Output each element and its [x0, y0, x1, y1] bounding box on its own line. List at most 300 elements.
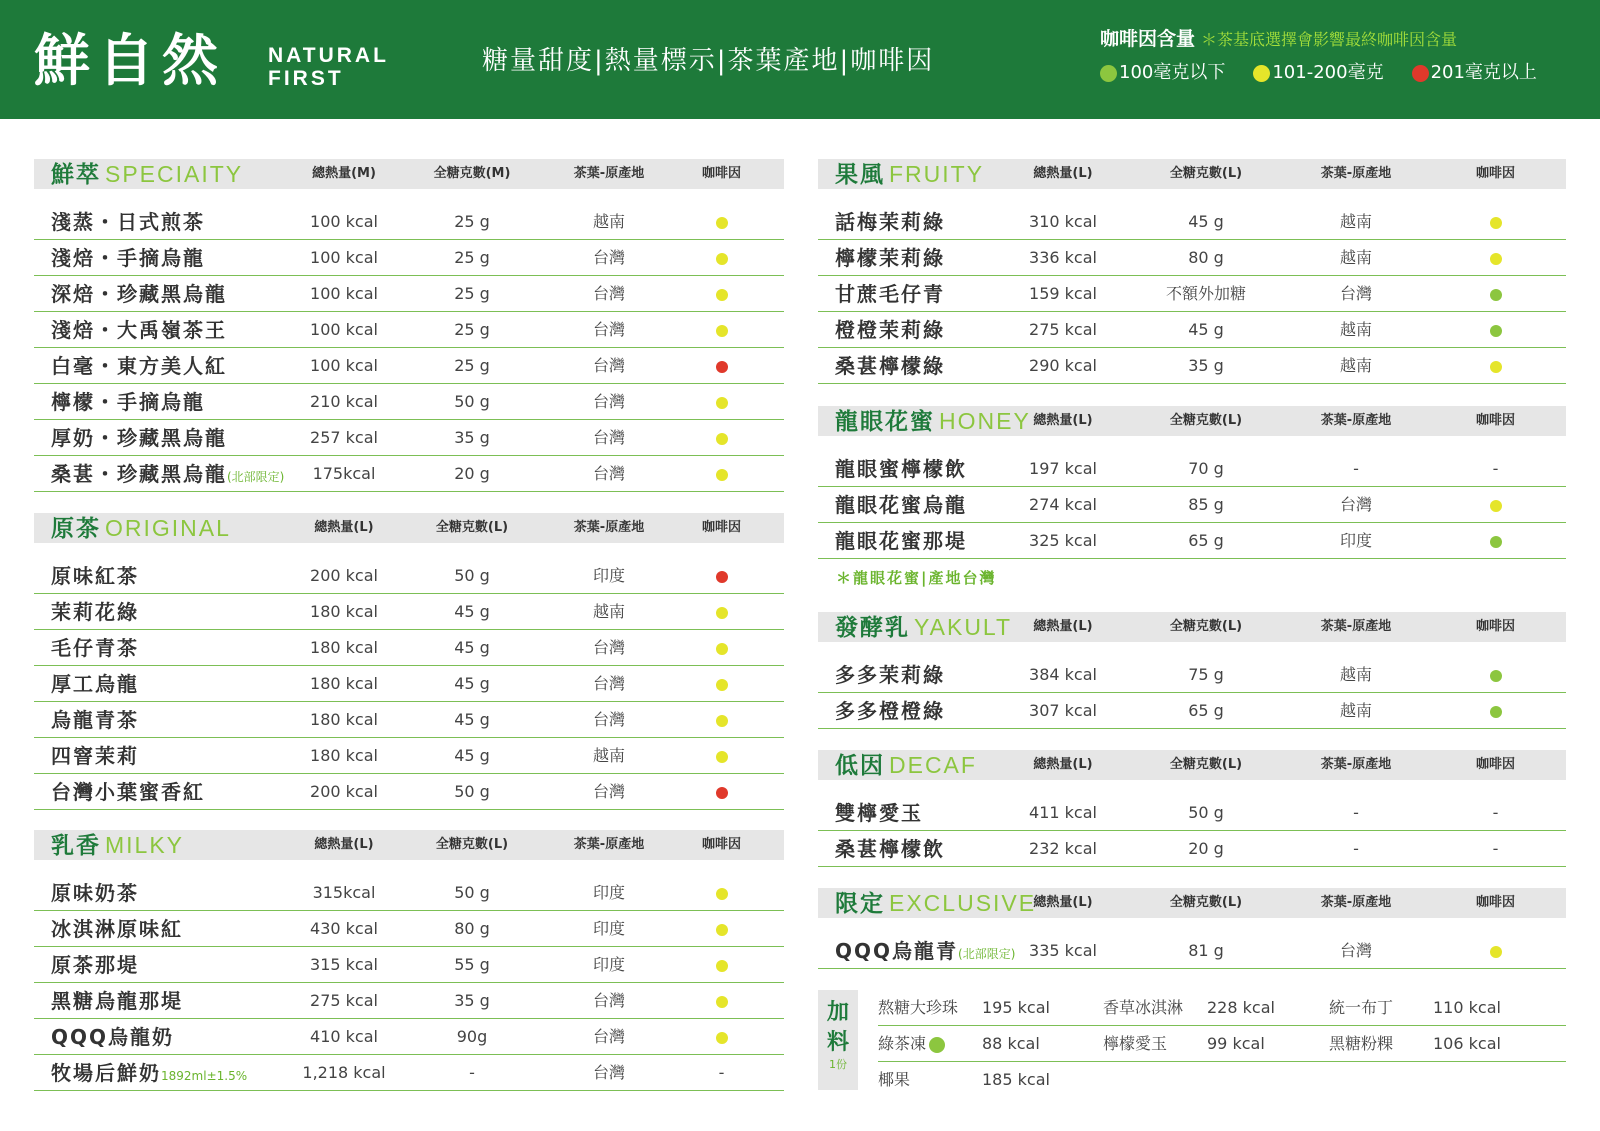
header-origin: 茶葉-原產地: [1320, 166, 1392, 181]
sugar-value: 20 g: [1188, 839, 1224, 858]
caffeine-cell: [1458, 240, 1533, 276]
caffeine-cell: [684, 558, 759, 594]
header-origin: 茶葉-原產地: [573, 166, 645, 181]
caffeine-dot-icon: [716, 643, 728, 655]
section-title-en: YAKULT: [914, 613, 1013, 640]
sugar-value: -: [469, 1063, 475, 1082]
table-row: [818, 795, 1566, 831]
topping-calories: 185 kcal: [982, 1070, 1050, 1089]
calories-value: 257 kcal: [310, 428, 378, 447]
header-sugar: 全糖克數(L): [1169, 413, 1243, 428]
origin-value: 台灣: [592, 428, 625, 447]
caffeine-dot-icon: [716, 325, 728, 337]
table-row: [818, 204, 1566, 240]
section-title-zh: 發酵乳: [835, 614, 910, 641]
origin-value: 台灣: [592, 1027, 625, 1046]
section-title-en: MILKY: [105, 831, 185, 858]
section-title-en: FRUITY: [889, 160, 985, 187]
table-row: [818, 933, 1566, 969]
drink-name: [51, 947, 139, 983]
calories-value: 100 kcal: [310, 356, 378, 375]
section-rows: [34, 558, 784, 810]
section-title-en: ORIGINAL: [105, 514, 231, 541]
header-calories: 總熱量(L): [1033, 413, 1093, 428]
caffeine-cell: [684, 420, 759, 456]
sugar-value: 25 g: [454, 212, 490, 231]
caffeine-cell: [1458, 312, 1533, 348]
header-calories: 總熱量(L): [314, 837, 374, 852]
drink-name-text: 檸檬・手摘烏龍: [51, 390, 205, 414]
sugar-value: 25 g: [454, 356, 490, 375]
section-rows: [818, 795, 1566, 867]
origin-value: 印度: [592, 955, 625, 974]
header-caffeine: 咖啡因: [1475, 166, 1515, 181]
toppings-row: [878, 1062, 1566, 1098]
caffeine-cell: [1458, 348, 1533, 384]
topping-name: [878, 1062, 910, 1098]
caffeine-dot-icon: [1490, 325, 1502, 337]
header-sugar: 全糖克數(L): [1169, 166, 1243, 181]
caffeine-cell: [684, 312, 759, 348]
toppings-row: [878, 990, 1566, 1026]
legend-title: [1100, 26, 1590, 53]
section-rows: [818, 204, 1566, 384]
header-caffeine: 咖啡因: [1475, 619, 1515, 634]
calories-value: 200 kcal: [310, 566, 378, 585]
calories-value: 175kcal: [312, 464, 376, 483]
section-title: [34, 830, 184, 861]
section-milky: [34, 830, 784, 1091]
sugar-value: 25 g: [454, 320, 490, 339]
sugar-value: 55 g: [454, 955, 490, 974]
drink-name-text: 龍眼花蜜烏龍: [835, 493, 967, 517]
section-title-zh: 限定: [835, 890, 885, 917]
calories-value: 411 kcal: [1029, 803, 1097, 822]
section-title-zh: 原茶: [51, 515, 101, 542]
drink-name-text: 深焙・珍藏黑烏龍: [51, 282, 227, 306]
section-title: [818, 159, 984, 190]
table-row: [34, 204, 784, 240]
caffeine-cell: [1458, 693, 1533, 729]
topping-calories: 110 kcal: [1433, 998, 1501, 1017]
drink-name: [835, 657, 945, 693]
drink-name-text: 桑葚檸檬綠: [835, 354, 945, 378]
section-title-zh: 乳香: [51, 832, 101, 859]
section-title-en: SPECIAITY: [105, 160, 244, 187]
legend-item: [1253, 61, 1383, 85]
header-caffeine: 咖啡因: [1475, 413, 1515, 428]
calories-value: 275 kcal: [310, 991, 378, 1010]
drink-name: [835, 693, 945, 729]
drink-name: [51, 666, 139, 702]
drink-name-text: 冰淇淋原味紅: [51, 917, 183, 941]
section-title: [34, 513, 231, 544]
origin-value: 台灣: [1339, 284, 1372, 303]
header-origin: 茶葉-原產地: [1320, 895, 1392, 910]
section-original: [34, 513, 784, 810]
caffeine-cell: -: [1492, 459, 1499, 478]
origin-value: 台灣: [592, 710, 625, 729]
drink-name-text: QQQ烏龍青: [835, 939, 959, 963]
topping-name-text: 檸檬愛玉: [1103, 1034, 1168, 1053]
calories-value: 307 kcal: [1029, 701, 1097, 720]
caffeine-dot-icon: [1490, 289, 1502, 301]
sugar-value: 90g: [456, 1027, 488, 1046]
sugar-value: 50 g: [454, 883, 490, 902]
sugar-value: 35 g: [1188, 356, 1224, 375]
sugar-value: 35 g: [454, 991, 490, 1010]
caffeine-dot-icon: [716, 607, 728, 619]
drink-name: [835, 204, 945, 240]
origin-value: -: [1353, 459, 1359, 478]
caffeine-cell: [1458, 487, 1533, 523]
sugar-value: 50 g: [454, 782, 490, 801]
table-row: [34, 911, 784, 947]
topping-name: [1103, 990, 1183, 1026]
topping-name-text: 香草冰淇淋: [1103, 998, 1184, 1017]
caffeine-dot-icon: [716, 217, 728, 229]
caffeine-cell: -: [1492, 803, 1499, 822]
sugar-value: 45 g: [454, 674, 490, 693]
calories-value: 290 kcal: [1029, 356, 1097, 375]
section-title: [818, 888, 1036, 919]
toppings-label-char-2: 料: [826, 1030, 849, 1055]
header-origin: 茶葉-原產地: [1320, 413, 1392, 428]
section-fruity: [818, 159, 1566, 384]
topping-name-text: 綠茶凍: [878, 1034, 927, 1053]
caffeine-dot-icon: [716, 397, 728, 409]
drink-name-text: 淺焙・手摘烏龍: [51, 246, 205, 270]
calories-value: 197 kcal: [1029, 459, 1097, 478]
table-row: [34, 420, 784, 456]
brand-logo-english-line2: FIRST: [268, 67, 344, 90]
caffeine-cell: [684, 911, 759, 947]
header-sugar: 全糖克數(M): [433, 166, 511, 181]
caffeine-cell: [1458, 657, 1533, 693]
drink-name-text: 厚奶・珍藏黑烏龍: [51, 426, 227, 450]
calories-value: 210 kcal: [310, 392, 378, 411]
section-title-en: HONEY: [939, 407, 1031, 434]
drink-name: [51, 774, 205, 810]
header-caffeine: 咖啡因: [701, 166, 741, 181]
caffeine-cell: [684, 774, 759, 810]
caffeine-cell: [684, 666, 759, 702]
origin-value: 越南: [592, 746, 625, 765]
sugar-value: 65 g: [1188, 701, 1224, 720]
origin-value: 台灣: [592, 991, 625, 1010]
drink-name: [51, 594, 139, 630]
legend-item: [1100, 61, 1225, 85]
header-sugar: 全糖克數(L): [1169, 757, 1243, 772]
caffeine-dot-icon: [1412, 65, 1429, 82]
drink-name: [835, 831, 945, 867]
sugar-value: 81 g: [1188, 941, 1224, 960]
calories-value: 274 kcal: [1029, 495, 1097, 514]
sugar-value: 50 g: [1188, 803, 1224, 822]
drink-name: [835, 523, 967, 559]
toppings-label-char-1: 加: [826, 1000, 849, 1025]
drink-name: [51, 276, 227, 312]
brand-logo-english-line1: NATURAL: [268, 44, 389, 67]
drink-name: [51, 738, 139, 774]
drink-name: [51, 1055, 247, 1094]
topping-name-text: 黑糖粉粿: [1329, 1034, 1394, 1053]
table-row: [34, 702, 784, 738]
legend-label: 100毫克以下: [1119, 62, 1226, 83]
header-origin: 茶葉-原產地: [573, 837, 645, 852]
calories-value: 315kcal: [312, 883, 376, 902]
section-rows: [818, 933, 1566, 969]
drink-name-note: (北部限定): [958, 947, 1016, 961]
table-row: [34, 348, 784, 384]
calories-value: 200 kcal: [310, 782, 378, 801]
calories-value: 100 kcal: [310, 284, 378, 303]
origin-value: 台灣: [592, 674, 625, 693]
drink-name-text: 雙檸愛玉: [835, 801, 923, 825]
caffeine-dot-icon: [716, 1032, 728, 1044]
sugar-value: 50 g: [454, 392, 490, 411]
caffeine-cell: [1458, 204, 1533, 240]
caffeine-cell: [1458, 933, 1533, 969]
caffeine-dot-icon: [716, 787, 728, 799]
drink-name-text: 原味奶茶: [51, 881, 139, 905]
drink-name-text: 檸檬茉莉綠: [835, 246, 945, 270]
origin-value: -: [1353, 839, 1359, 858]
table-row: [34, 1055, 784, 1091]
origin-value: 越南: [1339, 701, 1372, 720]
sugar-value: 45 g: [454, 602, 490, 621]
drink-name: [51, 312, 227, 348]
header-origin: 茶葉-原產地: [1320, 757, 1392, 772]
caffeine-dot-icon: [716, 289, 728, 301]
drink-name: [835, 240, 945, 276]
toppings-per-serving: 1份: [829, 1058, 847, 1071]
section-rows: [34, 204, 784, 492]
caffeine-cell: [684, 240, 759, 276]
table-row: [34, 594, 784, 630]
calories-value: 335 kcal: [1029, 941, 1097, 960]
page-title: 糖量甜度|熱量標示|茶葉產地|咖啡因: [482, 46, 935, 76]
origin-value: 台灣: [592, 464, 625, 483]
section-title-en: DECAF: [889, 751, 977, 778]
table-row: [34, 666, 784, 702]
caffeine-dot-icon: [716, 253, 728, 265]
header-origin: 茶葉-原產地: [1320, 619, 1392, 634]
sugar-value: 45 g: [454, 710, 490, 729]
legend-label: 101-200毫克: [1272, 62, 1384, 83]
drink-name-text: 龍眼蜜檸檬飲: [835, 457, 967, 481]
caffeine-cell: [684, 983, 759, 1019]
origin-value: 台灣: [592, 1063, 625, 1082]
section-header: [818, 750, 1566, 780]
sugar-value: 50 g: [454, 566, 490, 585]
drink-name: [835, 933, 1015, 972]
topping-name: [878, 990, 958, 1026]
drink-name: [835, 276, 945, 312]
header-caffeine: 咖啡因: [701, 520, 741, 535]
caffeine-dot-icon: [1490, 670, 1502, 682]
drink-name-text: 毛仔青茶: [51, 636, 139, 660]
sugar-value: 80 g: [1188, 248, 1224, 267]
calories-value: 180 kcal: [310, 674, 378, 693]
drink-name: [51, 384, 205, 420]
caffeine-cell: [684, 594, 759, 630]
drink-name-text: 桑葚・珍藏黑烏龍: [51, 462, 227, 486]
drink-name: [835, 795, 923, 831]
origin-value: 台灣: [592, 356, 625, 375]
caffeine-cell: [684, 947, 759, 983]
header-bar: [0, 0, 1600, 119]
section-header: [818, 159, 1566, 189]
table-row: [34, 558, 784, 594]
drink-name-text: 桑葚檸檬飲: [835, 837, 945, 861]
table-row: [34, 276, 784, 312]
drink-name-note: 1892ml±1.5%: [161, 1069, 248, 1083]
sugar-value: 45 g: [454, 746, 490, 765]
calories-value: 232 kcal: [1029, 839, 1097, 858]
calories-value: 315 kcal: [310, 955, 378, 974]
section-title: [818, 612, 1012, 643]
section-title-zh: 鮮萃: [51, 161, 101, 188]
caffeine-cell: [684, 384, 759, 420]
calories-value: 410 kcal: [310, 1027, 378, 1046]
honey-origin-note: ＊龍眼花蜜|產地台灣: [836, 569, 997, 587]
section-header: [818, 406, 1566, 436]
legend-items: [1100, 61, 1590, 85]
drink-name-text: 烏龍青茶: [51, 708, 139, 732]
caffeine-cell: [684, 204, 759, 240]
topping-calories: 195 kcal: [982, 998, 1050, 1017]
table-row: [818, 487, 1566, 523]
drink-name: [51, 240, 205, 276]
origin-value: 印度: [592, 883, 625, 902]
calories-value: 430 kcal: [310, 919, 378, 938]
caffeine-dot-icon: [716, 715, 728, 727]
caffeine-cell: [684, 738, 759, 774]
section-specialty: [34, 159, 784, 492]
calories-value: 180 kcal: [310, 638, 378, 657]
header-caffeine: 咖啡因: [1475, 895, 1515, 910]
drink-name-text: 淺蒸・日式煎茶: [51, 210, 205, 234]
caffeine-dot-icon: [1100, 65, 1117, 82]
sugar-value: 45 g: [1188, 320, 1224, 339]
legend-item: [1412, 61, 1537, 85]
drink-name: [835, 348, 945, 384]
drink-name-text: 原茶那堤: [51, 953, 139, 977]
drink-name: [51, 1019, 174, 1055]
topping-calories: 99 kcal: [1207, 1034, 1265, 1053]
drink-name-text: 原味紅茶: [51, 564, 139, 588]
calories-value: 336 kcal: [1029, 248, 1097, 267]
table-row: [818, 657, 1566, 693]
header-sugar: 全糖克數(L): [1169, 619, 1243, 634]
table-row: [818, 523, 1566, 559]
table-row: [34, 774, 784, 810]
drink-name-text: 厚工烏龍: [51, 672, 139, 696]
section-rows: [818, 657, 1566, 729]
drink-name-text: 四窨茉莉: [51, 744, 139, 768]
origin-value: 印度: [1339, 531, 1372, 550]
drink-name: [51, 983, 183, 1019]
caffeine-dot-icon: [1490, 946, 1502, 958]
section-rows: [34, 875, 784, 1091]
calories-value: 310 kcal: [1029, 212, 1097, 231]
section-title: [818, 406, 1031, 437]
sugar-value: 20 g: [454, 464, 490, 483]
header-sugar: 全糖克數(L): [1169, 895, 1243, 910]
table-row: [818, 312, 1566, 348]
header-calories: 總熱量(L): [1033, 895, 1093, 910]
drink-name-text: 牧場后鮮奶: [51, 1061, 161, 1085]
drink-name-text: 甘蔗毛仔青: [835, 282, 945, 306]
caffeine-dot-icon: [716, 751, 728, 763]
drink-name-text: QQQ烏龍奶: [51, 1025, 175, 1049]
caffeine-dot-icon: [1490, 253, 1502, 265]
caffeine-dot-icon: [716, 679, 728, 691]
toppings-label: [818, 990, 858, 1090]
caffeine-cell: [684, 348, 759, 384]
caffeine-dot-icon: [716, 571, 728, 583]
origin-value: 越南: [1339, 356, 1372, 375]
topping-calories: 228 kcal: [1207, 998, 1275, 1017]
caffeine-cell: [684, 702, 759, 738]
origin-value: 越南: [1339, 320, 1372, 339]
header-caffeine: 咖啡因: [1475, 757, 1515, 772]
section-title-zh: 果風: [835, 161, 885, 188]
section-title: [34, 159, 243, 190]
section-decaf: [818, 750, 1566, 867]
topping-name: [1329, 1026, 1393, 1062]
toppings-section: [818, 990, 1566, 1090]
caffeine-cell: [1458, 523, 1533, 559]
toppings-row: [878, 1026, 1566, 1062]
drink-name-text: 黑糖烏龍那堤: [51, 989, 183, 1013]
topping-name: [1329, 990, 1393, 1026]
drink-name-text: 龍眼花蜜那堤: [835, 529, 967, 553]
sugar-value: 75 g: [1188, 665, 1224, 684]
caffeine-dot-icon: [1253, 65, 1270, 82]
calories-value: 180 kcal: [310, 710, 378, 729]
caffeine-dot-icon: [1490, 361, 1502, 373]
calories-value: 159 kcal: [1029, 284, 1097, 303]
section-title: [818, 750, 977, 781]
caffeine-dot-icon: [1490, 536, 1502, 548]
brand-logo-english: [268, 44, 389, 90]
origin-value: 台灣: [592, 248, 625, 267]
drink-name-text: 話梅茉莉綠: [835, 210, 945, 234]
caffeine-dot-icon: [716, 361, 728, 373]
calories-value: 384 kcal: [1029, 665, 1097, 684]
caffeine-dot-icon: [1490, 706, 1502, 718]
caffeine-cell: [684, 630, 759, 666]
sugar-value: 80 g: [454, 919, 490, 938]
table-row: [818, 348, 1566, 384]
section-title-zh: 龍眼花蜜: [835, 408, 935, 435]
caffeine-dot-icon: [929, 1037, 945, 1053]
header-origin: 茶葉-原產地: [573, 520, 645, 535]
header-caffeine: 咖啡因: [701, 837, 741, 852]
drink-name: [51, 204, 205, 240]
topping-name: [878, 1026, 945, 1062]
header-sugar: 全糖克數(L): [435, 520, 509, 535]
header-calories: 總熱量(L): [1033, 619, 1093, 634]
section-title-en: EXCLUSIVE: [889, 889, 1037, 916]
calories-value: 180 kcal: [310, 746, 378, 765]
drink-name: [51, 875, 139, 911]
table-row: [34, 384, 784, 420]
header-calories: 總熱量(L): [1033, 166, 1093, 181]
legend-title-text: 咖啡因含量: [1100, 28, 1196, 50]
